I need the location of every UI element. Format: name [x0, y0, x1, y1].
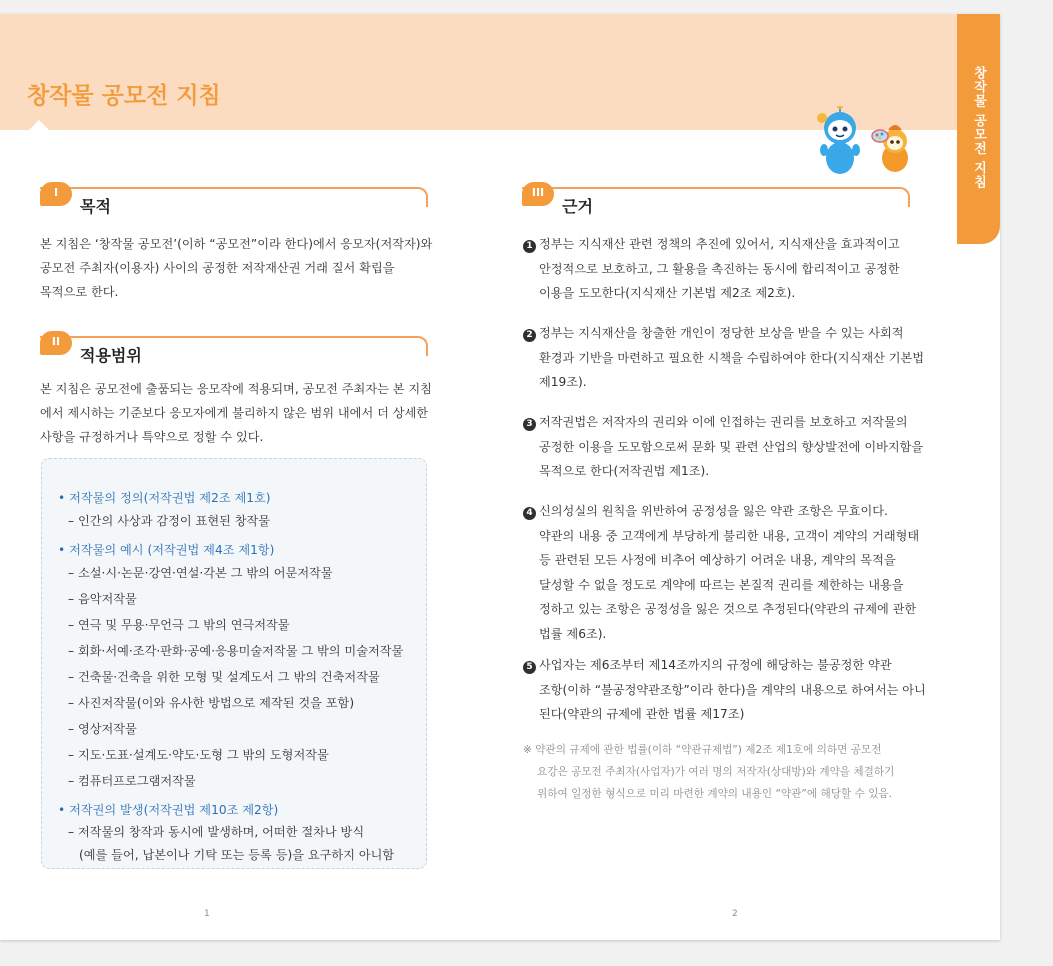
- number-5-icon: 5: [523, 661, 536, 674]
- copyright-info-box: [41, 458, 427, 869]
- basis-item-line: 목적으로 한다(저작권법 제1조).: [539, 464, 710, 478]
- section-3-heading: [522, 187, 910, 217]
- basis-item-line: 공정한 이용을 도모함으로써 문화 및 관련 산업의 향상발전에 이바지함을: [539, 439, 924, 454]
- section-2-title: 적용범위: [80, 346, 142, 365]
- page-number-left: 1: [204, 909, 210, 919]
- definition-detail: – 인간의 사상과 감정이 표현된 창작물: [68, 514, 271, 528]
- footnote-line: ※ 약관의 규제에 관한 법률(이하 “약관규제법”) 제2조 제1호에 의하면 공모전: [523, 744, 882, 756]
- footnote-line: 위하여 일정한 형식으로 미리 마련한 계약의 내용인 “약관”에 해당할 수 있음.: [537, 788, 893, 800]
- number-1-icon: 1: [523, 240, 536, 253]
- example-item: – 사진저작물(이와 유사한 방법으로 제작된 것을 포함): [68, 696, 355, 710]
- section-1-title: 목적: [80, 197, 111, 216]
- basis-item-line: 달성할 수 없을 정도로 계약에 따르는 본질적 권리를 제한하는 내용을: [539, 577, 904, 592]
- example-item: – 음악저작물: [68, 592, 137, 606]
- page-title: 창작물 공모전 지침: [27, 83, 221, 109]
- example-item: – 영상저작물: [68, 722, 137, 736]
- number-3-icon: 3: [523, 418, 536, 431]
- section-2-line: 사항을 규정하거나 특약으로 정할 수 있다.: [40, 430, 264, 444]
- mascot-illustration: [810, 106, 920, 176]
- example-item: – 연극 및 무용·무언극 그 밖의 연극저작물: [68, 618, 290, 632]
- number-2-icon: 2: [523, 329, 536, 342]
- basis-item-line: 등 관련된 모든 사정에 비추어 예상하기 어려운 내용, 계약의 목적을: [539, 553, 896, 567]
- example-item: – 컴퓨터프로그램저작물: [68, 774, 196, 788]
- document-page: [0, 14, 1000, 940]
- basis-item-line: 안정적으로 보호하고, 그 활용을 촉진하는 동시에 합리적이고 공정한: [539, 261, 900, 276]
- example-item: – 건축물·건축을 위한 모형 및 설계도서 그 밖의 건축저작물: [68, 670, 380, 684]
- basis-item-line: 조항(이하 “불공정약관조항”이라 한다)을 계약의 내용으로 하여서는 아니: [539, 682, 926, 697]
- basis-item-line: 법률 제6조).: [539, 626, 607, 641]
- basis-item-line: 환경과 기반을 마련하고 필요한 시책을 수립하여야 한다(지식재산 기본법: [539, 350, 925, 365]
- basis-item-line: 된다(약관의 규제에 관한 법률 제17조): [539, 707, 745, 721]
- section-2-badge: II: [40, 331, 72, 355]
- basis-item-line: 이용을 도모한다(지식재산 기본법 제2조 제2호).: [539, 286, 796, 300]
- section-1-heading: [40, 187, 428, 217]
- side-chapter-tab[interactable]: [957, 14, 1000, 244]
- basis-item-line: 신의성실의 원칙을 위반하여 공정성을 잃은 약관 조항은 무효이다.: [539, 504, 888, 518]
- basis-item-line: 제19조).: [539, 375, 587, 389]
- section-2-line: 에서 제시하는 기준보다 응모자에게 불리하지 않은 범위 내에서 더 상세한: [40, 406, 429, 420]
- basis-item-line: 사업자는 제6조부터 제14조까지의 규정에 해당하는 불공정한 약관: [539, 658, 892, 672]
- basis-item-line: 정하고 있는 조항은 공정성을 잃은 것으로 추정된다(약관의 규제에 관한: [539, 602, 917, 616]
- page-number-right: 2: [732, 909, 738, 919]
- example-item: – 소설·시·논문·강연·연설·각본 그 밖의 어문저작물: [68, 566, 333, 580]
- section-1-line: 목적으로 한다.: [40, 285, 119, 299]
- side-tab-label: 창작물 공모전 지침: [971, 66, 986, 190]
- section-1-text: [40, 232, 433, 304]
- definition-heading: • 저작물의 정의(저작권법 제2조 제1호): [58, 491, 271, 505]
- basis-item-line: 정부는 지식재산을 창출한 개인이 정당한 보상을 받을 수 있는 사회적: [539, 326, 904, 340]
- section-3-badge: III: [522, 182, 554, 206]
- section-3-title: 근거: [562, 197, 593, 216]
- section-2-heading: [40, 336, 428, 366]
- section-1-line: 공모전 주최자(이용자) 사이의 공정한 저작재산권 거래 질서 확립을: [40, 261, 395, 275]
- section-2-line: 본 지침은 공모전에 출품되는 응모작에 적용되며, 공모전 주최자는 본 지침: [40, 382, 432, 396]
- examples-heading: • 저작물의 예시 (저작권법 제4조 제1항): [58, 543, 275, 557]
- header-notch: [29, 120, 49, 130]
- section-1-line: 본 지침은 ‘창작물 공모전’(이하 “공모전”이라 한다)에서 응모자(저작자)와: [40, 237, 433, 251]
- footnote-line: 요강은 공모전 주최자(사업자)가 여러 명의 저작자(상대방)와 계약을 체결하기: [537, 766, 895, 778]
- basis-item-line: 정부는 지식재산 관련 정책의 추진에 있어서, 지식재산을 효과적이고: [539, 237, 900, 251]
- section-2-text: [40, 377, 430, 449]
- basis-item-line: 약관의 내용 중 고객에게 부당하게 불리한 내용, 고객이 계약의 거래형태: [539, 528, 920, 543]
- occurrence-detail: (예를 들어, 납본이나 기탁 또는 등록 등)을 요구하지 아니함: [79, 848, 395, 862]
- occurrence-heading: • 저작권의 발생(저작권법 제10조 제2항): [58, 803, 279, 817]
- example-item: – 회화·서예·조각·판화·공예·응용미술저작물 그 밖의 미술저작물: [68, 644, 404, 658]
- example-item: – 지도·도표·설계도·약도·도형 그 밖의 도형저작물: [68, 748, 329, 762]
- basis-item-line: 저작권법은 저작자의 권리와 이에 인접하는 권리를 보호하고 저작물의: [539, 415, 908, 429]
- section-1-badge: I: [40, 182, 72, 206]
- occurrence-detail: – 저작물의 창작과 동시에 발생하며, 어떠한 절차나 방식: [68, 825, 365, 839]
- number-4-icon: 4: [523, 507, 536, 520]
